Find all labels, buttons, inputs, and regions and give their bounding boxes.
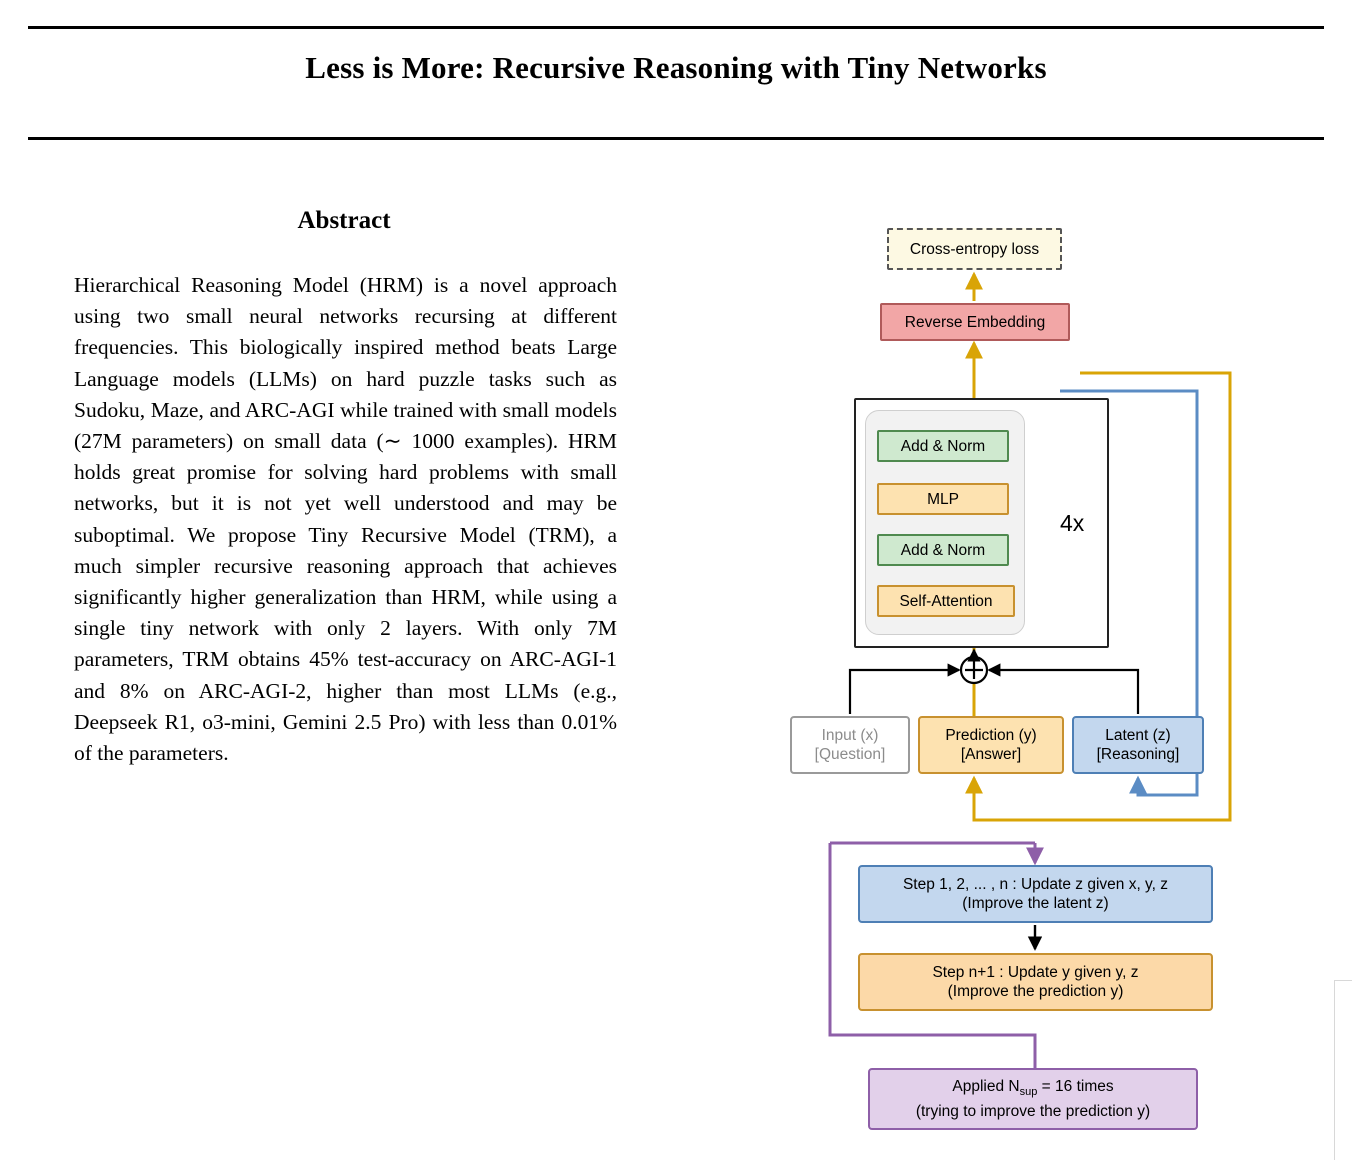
- self-attention-box: Self-Attention: [877, 585, 1015, 617]
- input-x-line2: [Question]: [814, 746, 886, 763]
- update-latent-line1: Step 1, 2, ... , n : Update z given x, y, z: [902, 876, 1169, 893]
- input-x-line1: Input (x): [821, 727, 879, 744]
- page-edge-panel: [1334, 980, 1352, 1160]
- n-sup-subscript: sup: [1019, 1086, 1038, 1099]
- title-top-rule: [28, 26, 1324, 29]
- update-latent-step-box: [858, 865, 1213, 923]
- abstract-text: Hierarchical Reasoning Model (HRM) is a novel approach using two small neural networks recursing at different frequencies. This biologically inspired method beats Large Language models (LLMs) on hard puzzle tasks such as Sudoku, Maze, and ARC-AGI while trained with small models (27M parameters) on small data (∼ 1000 examples). HRM holds great promise for solving hard problems with small networks, but it is not yet well understood and may be suboptimal. We propose Tiny Recursive Model (TRM), a much simpler recursive reasoning approach that achieves significantly higher generalization than HRM, while using a single tiny network with only 2 layers. With only 7M parameters, TRM obtains 45% test-accuracy on ARC-AGI-1 and 8% on ARC-AGI-2, higher than most LLMs (e.g., Deepseek R1, o3-mini, Gemini 2.5 Pro) with less than 0.01% of the parameters.: [74, 273, 617, 766]
- update-prediction-line1: Step n+1 : Update y given y, z: [932, 964, 1139, 981]
- deep-supervision-line2: (trying to improve the prediction y): [915, 1103, 1151, 1121]
- mlp-box: MLP: [877, 483, 1009, 515]
- latent-z-line2: [Reasoning]: [1096, 746, 1180, 763]
- title-bottom-rule: [28, 137, 1324, 140]
- update-prediction-step-box: [858, 953, 1213, 1011]
- prediction-y-line1: Prediction (y): [945, 727, 1037, 744]
- cross-entropy-loss-box: Cross-entropy loss: [887, 228, 1062, 270]
- repeat-4x-label: 4x: [1060, 510, 1085, 536]
- add-norm-top-box: Add & Norm: [877, 430, 1009, 462]
- input-x-box: [790, 716, 910, 774]
- add-norm-bottom-box: Add & Norm: [877, 534, 1009, 566]
- update-prediction-line2: (Improve the prediction y): [947, 983, 1124, 1000]
- reverse-embedding-box: Reverse Embedding: [880, 303, 1070, 341]
- abstract-heading: Abstract: [297, 207, 391, 234]
- prediction-y-line2: [Answer]: [960, 746, 1022, 763]
- deep-supervision-box: [868, 1068, 1198, 1130]
- page-title: Less is More: Recursive Reasoning with Tiny Networks: [305, 50, 1047, 85]
- latent-z-line1: Latent (z): [1105, 727, 1171, 744]
- architecture-figure: [760, 195, 1340, 1150]
- prediction-y-box: [918, 716, 1064, 774]
- update-latent-line2: (Improve the latent z): [962, 895, 1109, 912]
- deep-supervision-line1: Applied $N_{sup} = 16$ times: [952, 1077, 1114, 1099]
- latent-z-box: [1072, 716, 1204, 774]
